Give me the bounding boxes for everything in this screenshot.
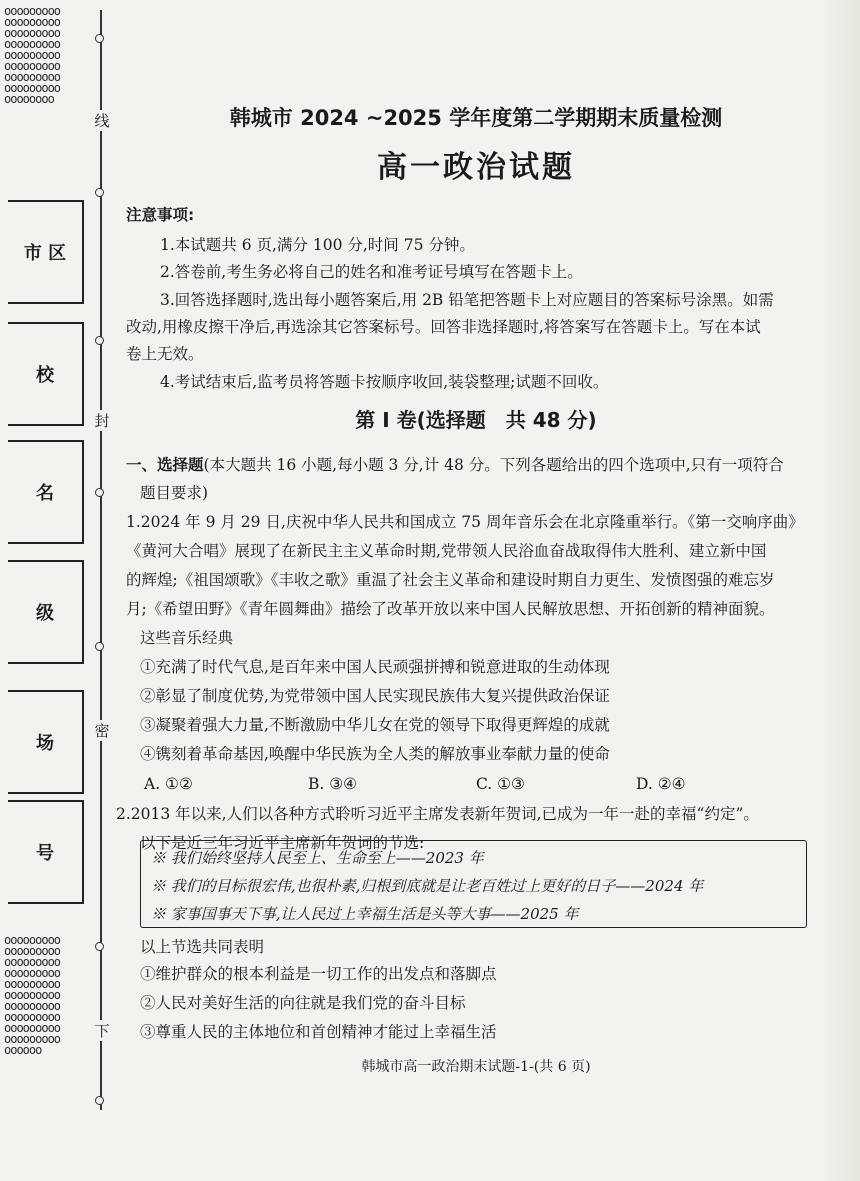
quote-box <box>140 840 807 928</box>
q1-option: ②彰显了制度优势,为党带领中国人民实现民族伟大复兴提供政治保证 <box>140 687 610 705</box>
q2-option: ①维护群众的根本利益是一切工作的出发点和落脚点 <box>140 965 497 983</box>
label-box-school <box>8 322 84 426</box>
label-school: 校 <box>36 365 54 386</box>
quote-line: ※ 我们的目标很宏伟,也很朴素,归根到底就是让老百姓过上更好的日子——2024 年 <box>151 877 704 895</box>
q1-stem-line: 1.2024 年 9 月 29 日,庆祝中华人民共和国成立 75 周年音乐会在北京隆重举行。《第一交响序曲》 <box>126 513 804 531</box>
binding-margin <box>0 0 125 1181</box>
cut-dot <box>95 488 104 497</box>
section-title: 第 Ⅰ 卷(选择题 共 48 分) <box>355 408 597 432</box>
q1-option: ④镌刻着革命基因,唤醒中华民族为全人类的解放事业奉献力量的使命 <box>140 745 610 763</box>
mark-line: 线 <box>94 112 110 130</box>
label-box-name <box>8 440 84 544</box>
q1-choice-c: C. ①③ <box>476 775 525 793</box>
note-item: 4.考试结束后,监考员将答题卡按顺序收回,装袋整理;试题不回收。 <box>160 373 609 391</box>
label-box-class <box>8 560 84 664</box>
note-item: 卷上无效。 <box>126 345 204 363</box>
q1-choice-a: A. ①② <box>144 775 193 793</box>
quote-line: ※ 家事国事天下事,让人民过上幸福生活是头等大事——2025 年 <box>151 905 579 923</box>
mark-secret: 密 <box>94 722 110 740</box>
mark-down: 下 <box>94 1022 110 1040</box>
binding-circles-top: oooooooooooooooooooooooooooooooooooooooooooooooooooooooooooooooooooooooooooooooo <box>4 6 61 106</box>
label-number: 号 <box>36 843 54 864</box>
note-item: 改动,用橡皮擦干净后,再选涂其它答案标号。回答非选择题时,将答案写在答题卡上。写在本试 <box>126 318 761 336</box>
note-item: 2.答卷前,考生务必将自己的姓名和准考证号填写在答题卡上。 <box>160 263 583 281</box>
note-item: 1.本试题共 6 页,满分 100 分,时间 75 分钟。 <box>160 236 475 254</box>
label-class: 级 <box>36 603 54 624</box>
cut-dot <box>95 188 104 197</box>
q2-after: 以上节选共同表明 <box>140 938 265 956</box>
cut-dot <box>95 1096 104 1105</box>
notes-heading: 注意事项: <box>126 206 195 224</box>
label-room: 场 <box>36 733 54 754</box>
q1-choice-d: D. ②④ <box>636 775 686 793</box>
quote-line: ※ 我们始终坚持人民至上、生命至上——2023 年 <box>151 849 484 867</box>
subject-title: 高一政治试题 <box>377 150 575 185</box>
section-heading: 一、选择题 <box>126 456 204 474</box>
section-instruction-text: (本大题共 16 小题,每小题 3 分,计 48 分。下列各题给出的四个选项中,只有一项符合 <box>203 456 784 474</box>
note-item: 3.回答选择题时,选出每小题答案后,用 2B 铅笔把答题卡上对应题目的答案标号涂黑。如需 <box>160 291 774 309</box>
q1-option: ①充满了时代气息,是百年来中国人民顽强拼搏和锐意进取的生动体现 <box>140 658 610 676</box>
label-box-city <box>8 200 84 304</box>
q1-stem-line: 这些音乐经典 <box>140 629 234 647</box>
q1-stem-line: 月;《希望田野》《青年圆舞曲》描绘了改革开放以来中国人民解放思想、开拓创新的精神面貌。 <box>126 600 775 618</box>
section-instruction <box>126 451 784 480</box>
cut-dot <box>95 34 104 43</box>
cut-dot <box>95 942 104 951</box>
q2-option: ②人民对美好生活的向往就是我们党的奋斗目标 <box>140 994 466 1012</box>
page-footer: 韩城市高一政治期末试题-1-(共 6 页) <box>361 1059 591 1075</box>
q2-stem-line: 以下是近三年习近平主席新年贺词的节选: <box>140 834 425 852</box>
label-name: 名 <box>36 483 54 504</box>
exam-title: 韩城市 2024 ~2025 学年度第二学期期末质量检测 <box>229 106 723 130</box>
label-box-number <box>8 800 84 904</box>
cut-dot <box>95 336 104 345</box>
page-edge-shadow <box>820 0 860 1181</box>
section-instruction-cont: 题目要求) <box>140 484 209 502</box>
q1-option: ③凝聚着强大力量,不断激励中华儿女在党的领导下取得更辉煌的成就 <box>140 716 610 734</box>
q2-stem-line: 2.2013 年以来,人们以各种方式聆听习近平主席发表新年贺词,已成为一年一赴的幸福“约定”。 <box>116 805 759 823</box>
q1-stem-line: 的辉煌;《祖国颂歌》《丰收之歌》重温了社会主义革命和建设时期自力更生、发愤图强的难忘岁 <box>126 571 775 589</box>
q1-choice-b: B. ③④ <box>308 775 358 793</box>
q2-option: ③尊重人民的主体地位和首创精神才能过上幸福生活 <box>140 1023 497 1041</box>
binding-circles-bottom: oooooooooooooooooooooooooooooooooooooooooooooooooooooooooooooooooooooooooooooooooooooooooooooooo <box>4 935 61 1057</box>
label-city: 市 区 <box>23 243 67 264</box>
label-box-room <box>8 690 84 794</box>
q1-stem-line: 《黄河大合唱》展现了在新民主主义革命时期,党带领人民浴血奋战取得伟大胜利、建立新中国 <box>126 542 767 560</box>
cut-dot <box>95 642 104 651</box>
mark-seal: 封 <box>94 412 110 430</box>
